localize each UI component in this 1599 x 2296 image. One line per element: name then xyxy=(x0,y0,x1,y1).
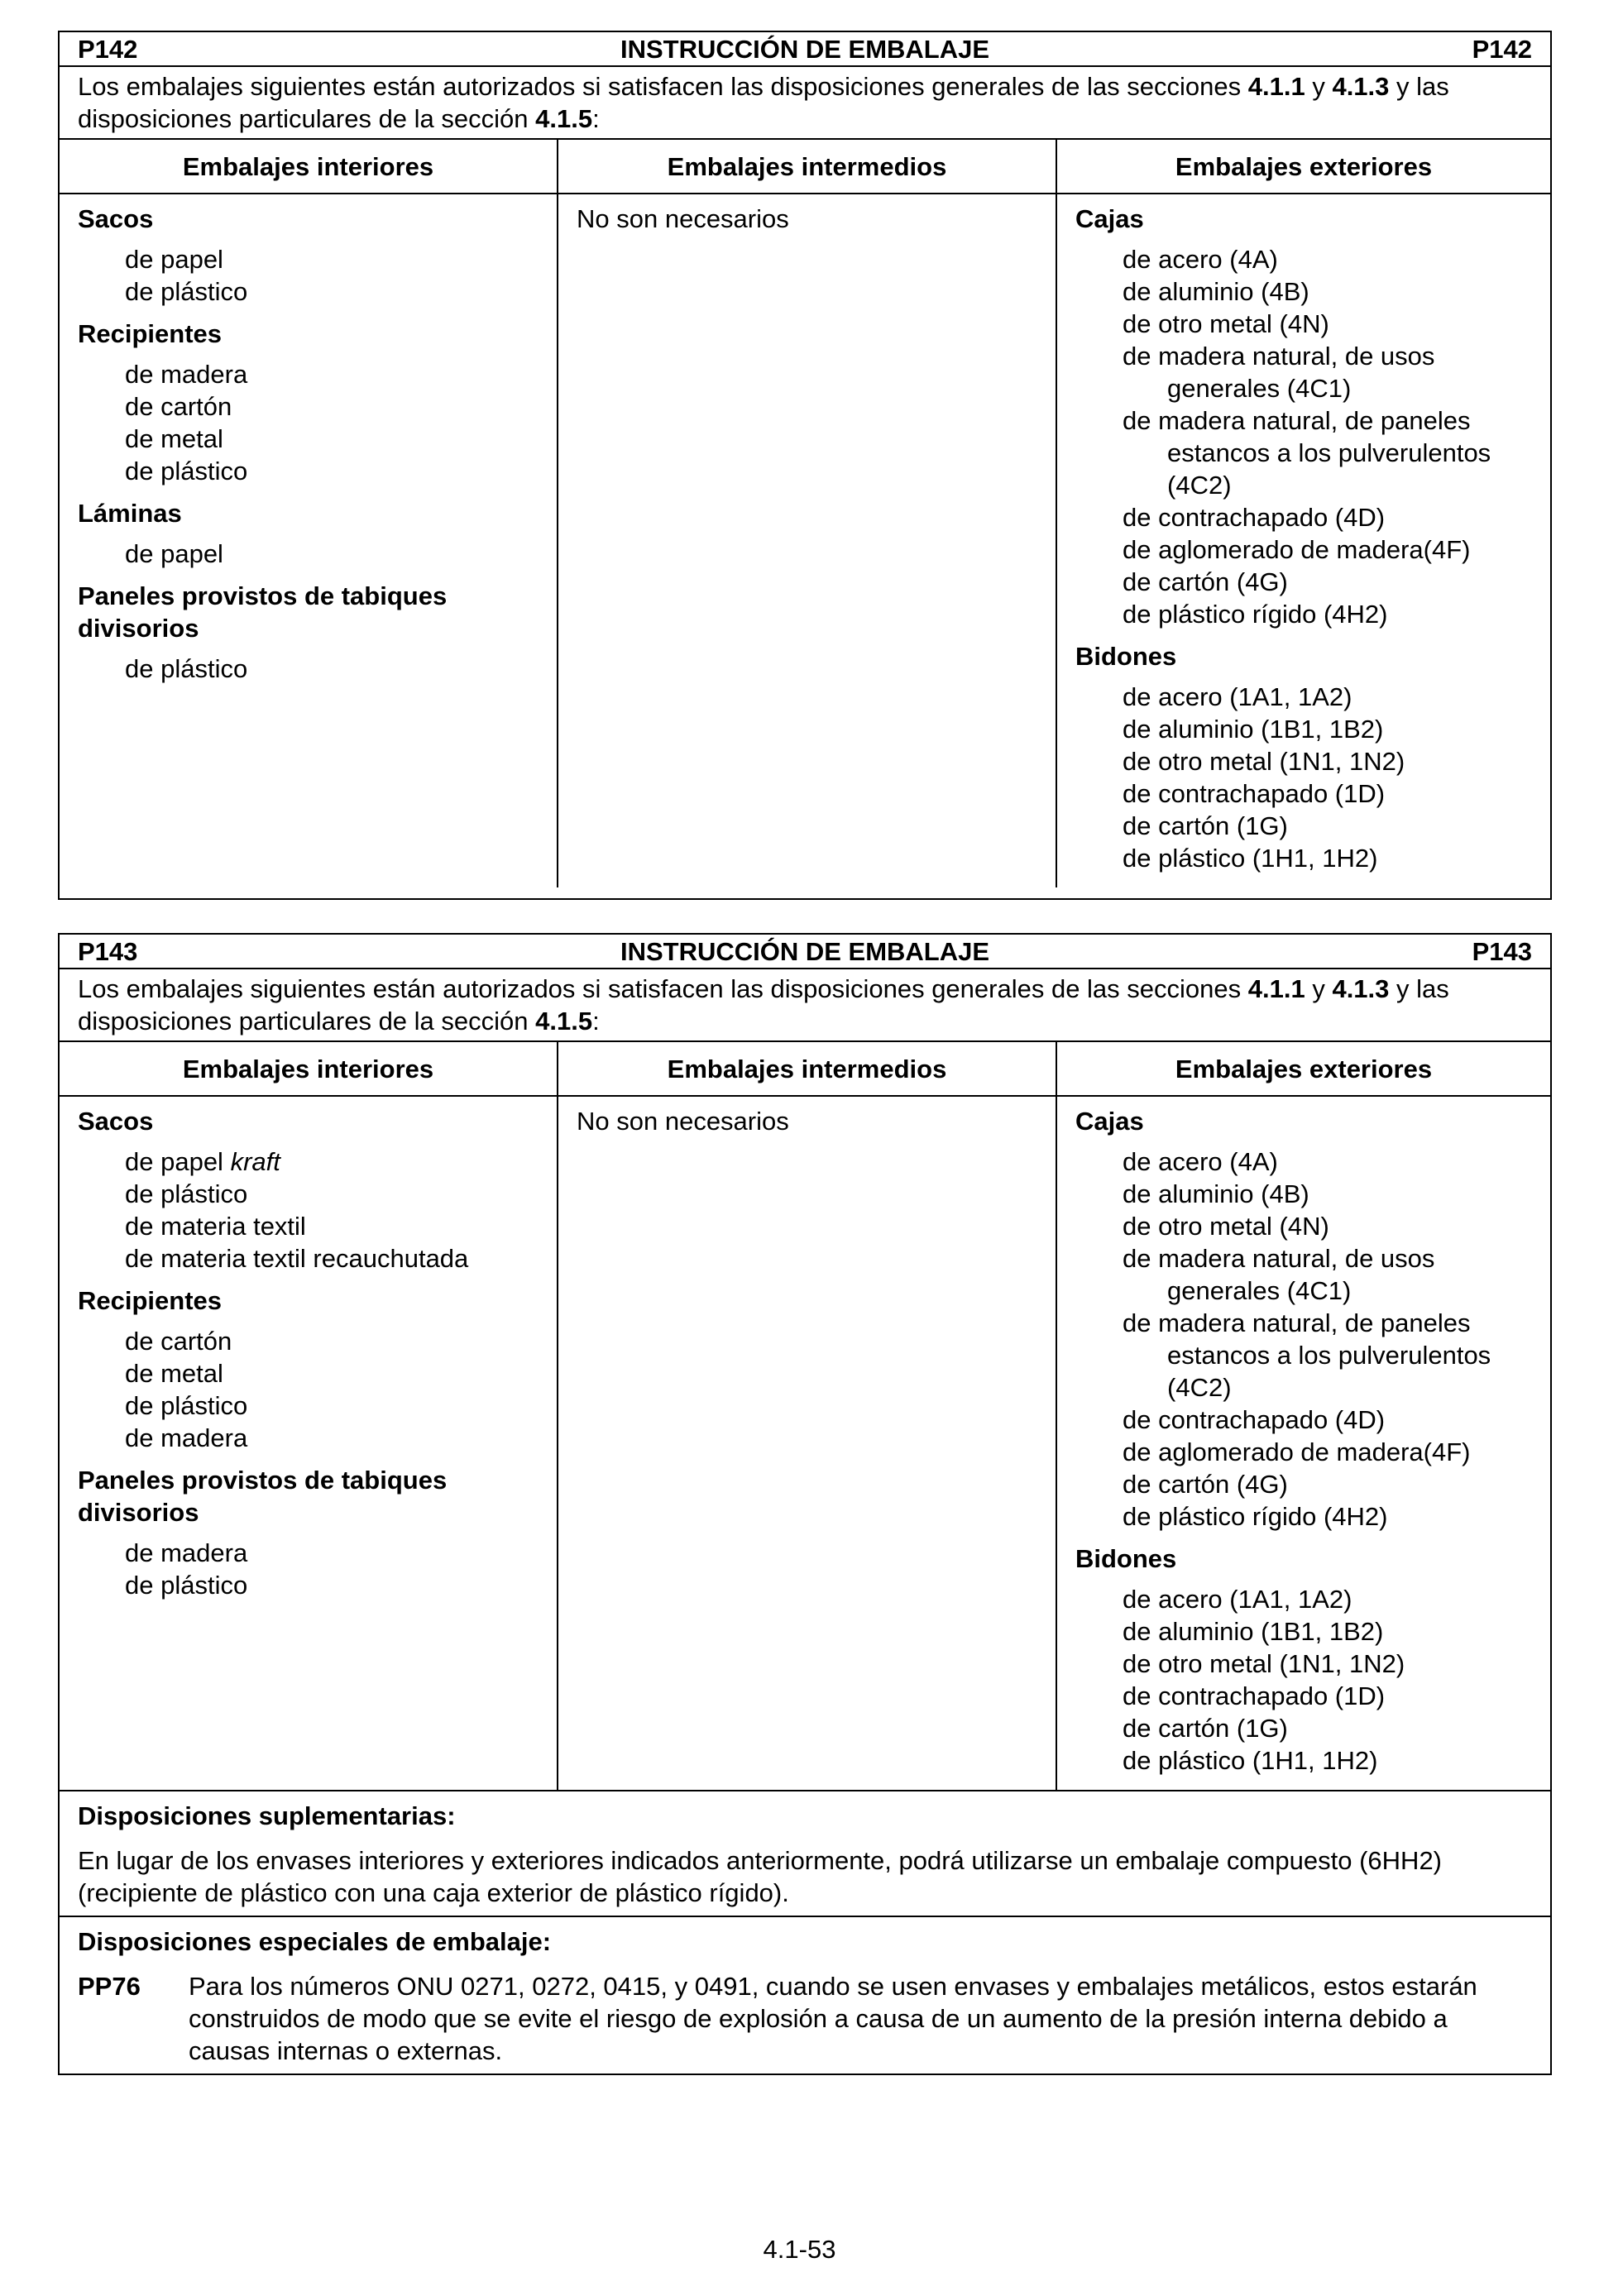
provision-row xyxy=(78,1970,1532,2067)
list-item: de acero (1A1, 1A2) xyxy=(1123,682,1352,711)
list-item: de contrachapado (1D) xyxy=(1123,1681,1386,1710)
list-item: de plástico xyxy=(125,457,248,486)
list-item: de aglomerado de madera(4F) xyxy=(1123,535,1471,564)
column-header-inner: Embalajes interiores xyxy=(60,1042,557,1097)
list-item-continuation: (4C2) xyxy=(1167,1373,1232,1402)
list-item: de metal xyxy=(125,1359,223,1388)
instruction-code-left: P143 xyxy=(78,937,138,966)
list-item-continuation: estancos a los pulverulentos xyxy=(1167,1341,1491,1370)
list-item: de aluminio (1B1, 1B2) xyxy=(1123,715,1384,744)
list-item: de plástico xyxy=(125,277,248,306)
packaging-table xyxy=(60,140,1550,887)
list-item: de plástico (1H1, 1H2) xyxy=(1123,1746,1378,1775)
list-item: de madera natural, de paneles xyxy=(1123,406,1471,435)
page-number: 4.1-53 xyxy=(763,2235,836,2264)
list-item: de madera xyxy=(125,1538,248,1567)
list-item: de cartón (1G) xyxy=(1123,811,1288,840)
special-packing-provisions xyxy=(60,1916,1550,2074)
group-heading: Láminas xyxy=(78,499,182,528)
group-heading: Paneles provistos de tabiques divisorios xyxy=(78,581,448,643)
list-item: de acero (4A) xyxy=(1123,1147,1278,1176)
column-header-outer: Embalajes exteriores xyxy=(1056,140,1550,194)
list-item: de materia textil recauchutada xyxy=(125,1244,469,1273)
list-item: de contrachapado (1D) xyxy=(1123,779,1386,808)
list-item: de plástico xyxy=(125,1391,248,1420)
list-item-continuation: estancos a los pulverulentos xyxy=(1167,438,1491,467)
list-item: de madera natural, de paneles xyxy=(1123,1308,1471,1337)
instruction-code-right: P143 xyxy=(1472,937,1532,966)
packing-instruction-p143 xyxy=(58,933,1552,2075)
list-item: de acero (1A1, 1A2) xyxy=(1123,1585,1352,1614)
list-item: de acero (4A) xyxy=(1123,245,1278,274)
instruction-intro: Los embalajes siguientes están autorizados si satisfacen las disposiciones generales de las secciones 4.1.1 y 4.1.3 y las disposiciones particulares de la sección 4.1.5: xyxy=(60,67,1550,140)
list-item: de madera natural, de usos xyxy=(1123,342,1435,371)
instruction-header xyxy=(60,935,1550,969)
list-item: de papel xyxy=(125,245,223,274)
group-heading: Cajas xyxy=(1075,1107,1144,1136)
section-title: Disposiciones especiales de embalaje: xyxy=(78,1927,552,1956)
list-item: de plástico rígido (4H2) xyxy=(1123,1502,1388,1531)
list-item: de metal xyxy=(125,424,223,453)
column-header-outer: Embalajes exteriores xyxy=(1056,1042,1550,1097)
instruction-intro: Los embalajes siguientes están autorizados si satisfacen las disposiciones generales de las secciones 4.1.1 y 4.1.3 y las disposiciones particulares de la sección 4.1.5: xyxy=(60,969,1550,1042)
column-header-intermediate: Embalajes intermedios xyxy=(557,1042,1056,1097)
group-heading: Bidones xyxy=(1075,642,1177,671)
group-heading: Paneles provistos de tabiques divisorios xyxy=(78,1466,448,1527)
group-heading: Cajas xyxy=(1075,204,1144,233)
provision-code: PP76 xyxy=(78,1972,141,2001)
list-item: de madera natural, de usos xyxy=(1123,1244,1435,1273)
intermediate-packagings-column xyxy=(557,1097,1056,1790)
list-item: de madera xyxy=(125,360,248,389)
group-heading: Recipientes xyxy=(78,1286,223,1315)
packaging-table xyxy=(60,1042,1550,1790)
column-header-inner: Embalajes interiores xyxy=(60,140,557,194)
list-item: de contrachapado (4D) xyxy=(1123,1405,1386,1434)
list-item: de contrachapado (4D) xyxy=(1123,503,1386,532)
outer-packagings-column xyxy=(1056,1097,1550,1790)
list-item: de aglomerado de madera(4F) xyxy=(1123,1437,1471,1466)
instruction-header xyxy=(60,32,1550,67)
list-item: de otro metal (4N) xyxy=(1123,309,1329,338)
packing-instruction-p142 xyxy=(58,31,1552,900)
instruction-title: INSTRUCCIÓN DE EMBALAJE xyxy=(620,937,990,966)
list-item: de papel kraft xyxy=(125,1147,280,1176)
list-item: de materia textil xyxy=(125,1212,306,1241)
list-item: de otro metal (4N) xyxy=(1123,1212,1329,1241)
list-item: de plástico xyxy=(125,1179,248,1208)
list-item: de cartón xyxy=(125,392,232,421)
list-item: de cartón (4G) xyxy=(1123,567,1288,596)
supplementary-provisions xyxy=(60,1790,1550,1916)
group-heading: Sacos xyxy=(78,1107,154,1136)
list-item: de plástico xyxy=(125,654,248,683)
list-item: de cartón xyxy=(125,1327,232,1356)
instruction-code-left: P142 xyxy=(78,35,138,64)
list-item: de plástico xyxy=(125,1571,248,1600)
list-item: de plástico rígido (4H2) xyxy=(1123,600,1388,629)
list-item: de aluminio (1B1, 1B2) xyxy=(1123,1617,1384,1646)
provision-text: Para los números ONU 0271, 0272, 0415, y 0491, cuando se usen envases y embalajes metálicos, estos estarán construidos de modo que se evite el riesgo de explosión a causa de un aumento de la presión interna debido a causas internas o externas. xyxy=(189,1972,1477,2065)
instruction-title: INSTRUCCIÓN DE EMBALAJE xyxy=(620,35,990,64)
group-heading: Sacos xyxy=(78,204,154,233)
outer-packagings-column xyxy=(1056,194,1550,887)
list-item-continuation: generales (4C1) xyxy=(1167,374,1352,403)
group-heading: Recipientes xyxy=(78,319,223,348)
list-item-continuation: generales (4C1) xyxy=(1167,1276,1352,1305)
instruction-code-right: P142 xyxy=(1472,35,1532,64)
not-needed-text: No son necesarios xyxy=(577,1107,789,1136)
list-item: de papel xyxy=(125,539,223,568)
section-title: Disposiciones suplementarias: xyxy=(78,1801,456,1830)
intermediate-packagings-column xyxy=(557,194,1056,887)
list-item: de otro metal (1N1, 1N2) xyxy=(1123,747,1405,776)
not-needed-text: No son necesarios xyxy=(577,204,789,233)
group-heading: Bidones xyxy=(1075,1544,1177,1573)
inner-packagings-column xyxy=(60,1097,557,1790)
list-item: de otro metal (1N1, 1N2) xyxy=(1123,1649,1405,1678)
list-item-continuation: (4C2) xyxy=(1167,471,1232,500)
section-text: En lugar de los envases interiores y exteriores indicados anteriormente, podrá utilizarse un embalaje compuesto (6HH2) (recipiente de plástico con una caja exterior de plástico rígido). xyxy=(78,1846,1443,1907)
column-header-intermediate: Embalajes intermedios xyxy=(557,140,1056,194)
list-item: de cartón (4G) xyxy=(1123,1470,1288,1499)
list-item: de aluminio (4B) xyxy=(1123,277,1309,306)
inner-packagings-column xyxy=(60,194,557,887)
list-item: de cartón (1G) xyxy=(1123,1714,1288,1743)
list-item: de plástico (1H1, 1H2) xyxy=(1123,844,1378,873)
list-item: de madera xyxy=(125,1423,248,1452)
list-item: de aluminio (4B) xyxy=(1123,1179,1309,1208)
